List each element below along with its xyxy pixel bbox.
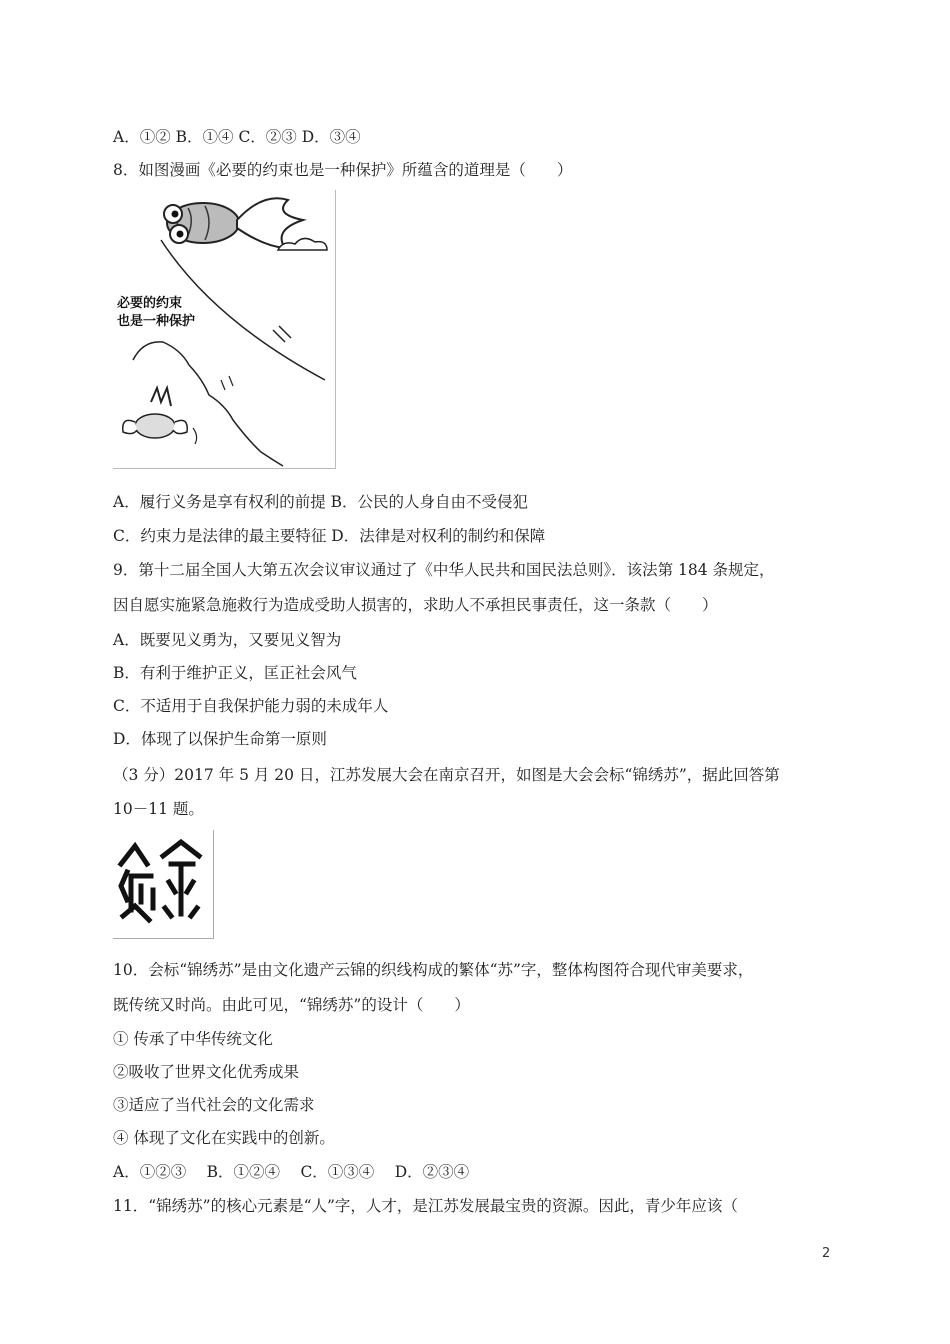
q9-option-b: B．有利于维护正义，匡正社会风气 — [113, 664, 357, 682]
q10-item2: ②吸收了世界文化优秀成果 — [113, 1063, 300, 1081]
q10-item3: ③适应了当代社会的文化需求 — [113, 1096, 315, 1114]
q7-options: A．①② B．①④ C．②③ D．③④ — [113, 128, 361, 146]
q8-option-cd: C．约束力是法律的最主要特征 D．法律是对权利的制约和保障 — [113, 527, 546, 545]
jinxiusu-logo — [113, 830, 214, 939]
q9-option-a: A．既要见义勇为，又要见义智为 — [113, 631, 342, 649]
falling-fish — [135, 414, 175, 438]
cartoon-caption-line2: 也是一种保护 — [117, 314, 196, 329]
fish-tail — [237, 198, 303, 248]
q9-stem-line1: 9．第十二届全国人大第五次会议审议通过了《中华人民共和国民法总则》．该法第 184 条规定， — [113, 561, 775, 579]
page-number: 2 — [822, 1246, 831, 1261]
q9-stem-line2: 因自愿实施紧急施救行为造成受助人损害的，求助人不承担民事责任，这一条款（ ） — [113, 596, 718, 614]
q8-option-ab: A．履行义务是享有权利的前提 B．公民的人身自由不受侵犯 — [113, 493, 529, 511]
cartoon-image — [113, 190, 336, 469]
q8-stem: 8．如图漫画《必要的约束也是一种保护》所蕴含的道理是（ ） — [113, 161, 573, 179]
cloud — [278, 238, 327, 250]
q9-option-d: D．体现了以保护生命第一原则 — [113, 730, 327, 748]
q9-option-c: C．不适用于自我保护能力弱的未成年人 — [113, 697, 389, 715]
intro-10-11-line1: （3 分）2017 年 5 月 20 日，江苏发展大会在南京召开，如图是大会会标“锦绣苏”，据此回答第 — [113, 766, 780, 784]
cartoon-caption-line1: 必要的约束 — [117, 296, 183, 311]
intro-10-11-line2: 10－11 题。 — [113, 800, 204, 818]
q10-item1: ① 传承了中华传统文化 — [113, 1030, 273, 1048]
q11-stem-line1: 11．“锦绣苏”的核心元素是“人”字，人才，是江苏发展最宝贵的资源。因此，青少年应该（ — [113, 1197, 738, 1215]
mountain — [133, 342, 283, 466]
cartoon-caption — [117, 295, 195, 331]
q10-options: A．①②③ B．①②④ C．①③④ D．②③④ — [113, 1163, 470, 1181]
q10-stem-line1: 10．会标“锦绣苏”是由文化遗产云锦的织线构成的繁体“苏”字，整体构图符合现代审美要求， — [113, 961, 754, 979]
jinxiusu-logo-drawing — [113, 830, 213, 938]
q10-stem-line2: 既传统又时尚。由此可见，“锦绣苏”的设计（ ） — [113, 996, 470, 1014]
q10-item4: ④ 体现了文化在实践中的创新。 — [113, 1129, 335, 1147]
